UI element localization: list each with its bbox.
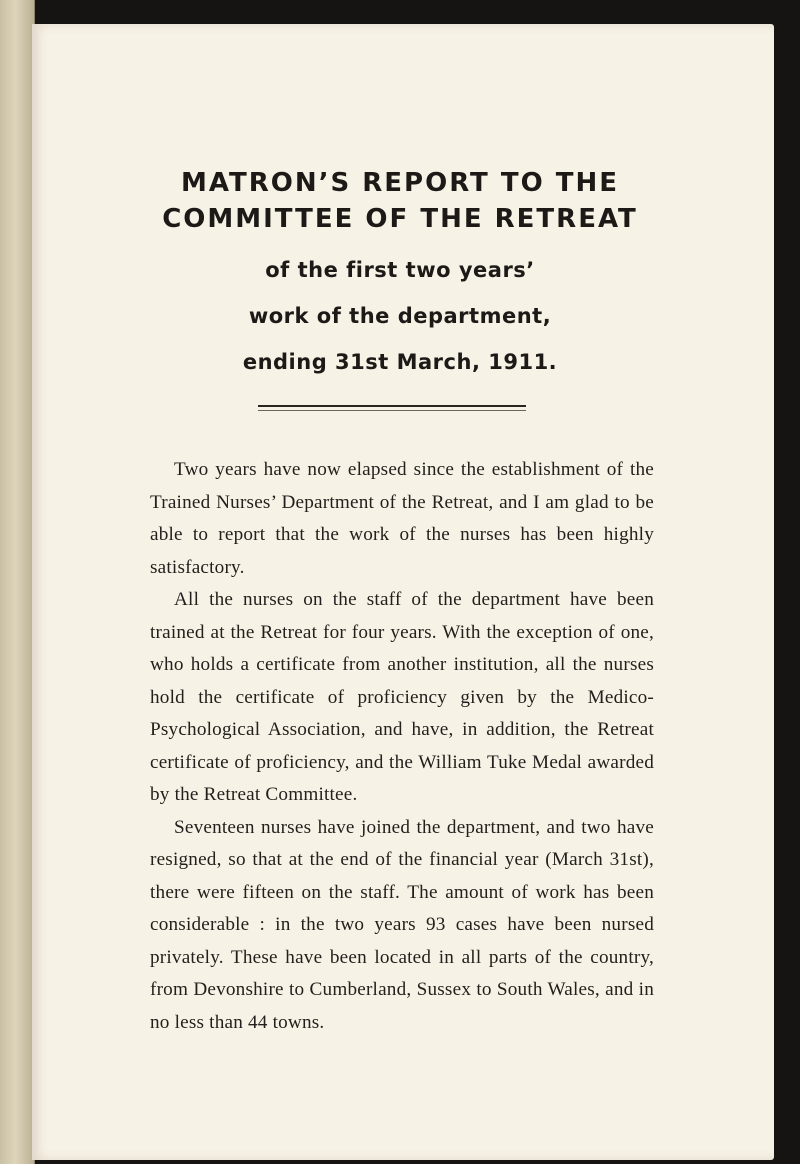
paragraph-3: Seventeen nurses have joined the department, and two have resigned, so that at the end of the financial year (March 31st), there were fifteen on the staff. The amount of work has been considerable : in the two years 93 cases have been nursed privately. These have been located in all parts of the country, from Devonshire to Cumberland, Sussex to South Wales, and in no less than 44 towns. bbox=[150, 816, 654, 1033]
report-subtitle-line-2: work of the department, bbox=[248, 304, 552, 328]
divider-rule-thick bbox=[258, 405, 526, 407]
paragraph-1: Two years have now elapsed since the establishment of the Trained Nurses’ Department of the Retreat, and I am glad to be able to report that the work of the nurses has been highly satisfactory. bbox=[150, 459, 654, 578]
report-subtitle-line-3: ending 31st March, 1911. bbox=[242, 350, 558, 374]
report-title-line-2: COMMITTEE OF THE RETREAT bbox=[162, 204, 638, 234]
report-title-line-1: MATRON’S REPORT TO THE bbox=[181, 168, 619, 198]
report-body bbox=[150, 454, 654, 1039]
report-subtitle-line-1: of the first two years’ bbox=[265, 258, 535, 282]
paragraph-2: All the nurses on the staff of the department have been trained at the Retreat for four years. With the exception of one, who holds a certificate from another institution, all the nurses hold the certificate of proficiency given by the Medico-Psychological Association, and have, in addition, the Retreat certificate of proficiency, and the William Tuke Medal awarded by the Retreat Committee. bbox=[150, 589, 654, 805]
divider-rule-thin bbox=[258, 410, 526, 411]
